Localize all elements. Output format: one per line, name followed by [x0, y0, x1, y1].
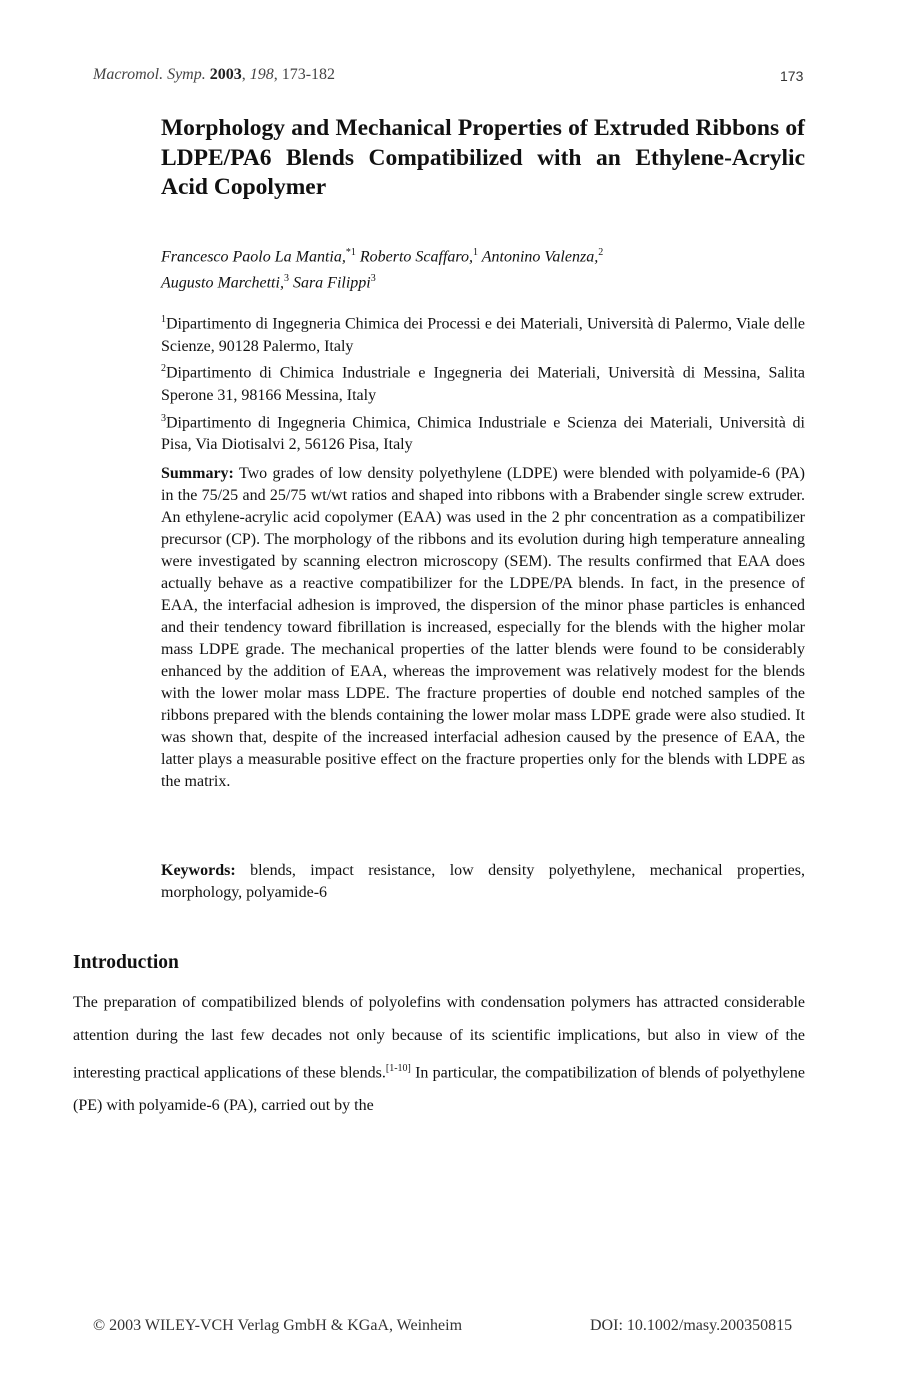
abstract-text: Two grades of low density polyethylene (LDPE) were blended with polyamide-6 (PA) in the 75/25 and 25/75 wt/wt ratios and shaped into ribbons with a Brabender single screw extruder. An ethylene-acrylic acid copolymer (EAA) was used in the 2 phr concentration as a compatibilizer precursor (CP). The morphology of the ribbons and its evolution during high temperature annealing were investigated by scanning electron microscopy (SEM). The results confirmed that EAA does actually behave as a reactive compatibilizer for the LDPE/PA blends. In fact, in the presence of EAA, the interfacial adhesion is improved, the dispersion of the minor phase particles is enhanced and their tendency toward fibrillation is increased, especially for the blends with the higher molar mass LDPE grade. The mechanical properties of the latter blends were found to be considerably enhanced by the addition of EAA, whereas the improvement was relatively modest for the blends with the lower molar mass LDPE. The fracture properties of double end notched samples of the ribbons prepared with the blends containing the lower molar mass LDPE grade were also studied. It was shown that, despite of the increased interfacial adhesion caused by the presence of EAA, the latter plays a measurable positive effect on the fracture properties only for the blends with LDPE as the matrix.	[161, 465, 806, 790]
affiliation-number: 1	[161, 314, 166, 325]
intro-text-continued: In particular, the compatibilization of blends of polyethylene (PE) with polyamide-6 (PA), carried out by the	[73, 1064, 805, 1115]
journal-year: 2003	[209, 66, 242, 83]
author-affiliation-mark: *1	[345, 247, 356, 258]
author-name: Augusto Marchetti,	[161, 274, 284, 292]
affiliation	[161, 358, 805, 407]
introduction-paragraph	[73, 986, 805, 1122]
author-list	[161, 242, 811, 295]
affiliation-number: 3	[161, 412, 166, 424]
abstract	[161, 463, 805, 793]
keywords-text: blends, impact resistance, low density polyethylene, mechanical properties, morphology, polyamide-6	[161, 862, 806, 901]
journal-pages: 173-182	[281, 66, 336, 83]
affiliation	[161, 309, 805, 358]
keywords-label: Keywords:	[161, 862, 236, 879]
affiliation-list	[161, 309, 805, 457]
author-affiliation-mark: 2	[598, 247, 604, 258]
citation-reference: [1-10]	[385, 1063, 411, 1074]
journal-name: Macromol. Symp.	[93, 66, 206, 83]
author-name: Sara Filippi	[292, 274, 371, 292]
author-name: Roberto Scaffaro,	[359, 248, 474, 266]
affiliation-number: 2	[161, 363, 166, 375]
intro-text: The preparation of compatibilized blends of polyolefins with condensation polymers has attracted considerable attention during the last few decades not only because of its scientific implications, but also in view of the interesting practical applications of these blends.	[73, 994, 805, 1082]
keywords	[161, 860, 805, 904]
abstract-label: Summary:	[161, 465, 234, 482]
journal-volume: 198	[249, 66, 274, 83]
affiliation-text: Dipartimento di Ingegneria Chimica, Chimica Industriale e Scienza dei Materiali, Università di Pisa, Via Diotisalvi 2, 56126 Pisa, Italy	[161, 413, 805, 454]
author-affiliation-mark: 3	[283, 273, 289, 285]
author-affiliation-mark: 3	[370, 273, 376, 285]
section-heading-introduction: Introduction	[73, 952, 179, 973]
author-name: Francesco Paolo La Mantia,	[161, 248, 346, 266]
author-affiliation-mark: 1	[473, 247, 479, 258]
page-number: 173	[780, 68, 804, 84]
affiliation-text: Dipartimento di Chimica Industriale e Ingegneria dei Materiali, Università di Messina, Salita Sperone 31, 98166 Messina, Italy	[161, 364, 805, 405]
doi: DOI: 10.1002/masy.200350815	[590, 1317, 793, 1334]
journal-citation: Macromol. Symp. 2003, 198, 173-182	[93, 66, 336, 83]
copyright-notice: © 2003 WILEY-VCH Verlag GmbH & KGaA, Weinheim	[93, 1317, 463, 1334]
affiliation-text: Dipartimento di Ingegneria Chimica dei Processi e dei Materiali, Università di Palermo, Viale delle Scienze, 90128 Palermo, Italy	[161, 315, 805, 355]
paper-title: Morphology and Mechanical Properties of Extruded Ribbons of LDPE/PA6 Blends Compatibilized with an Ethylene-Acrylic Acid Copolymer	[161, 115, 805, 200]
author-name: Antonino Valenza,	[481, 248, 599, 266]
affiliation	[161, 408, 805, 457]
